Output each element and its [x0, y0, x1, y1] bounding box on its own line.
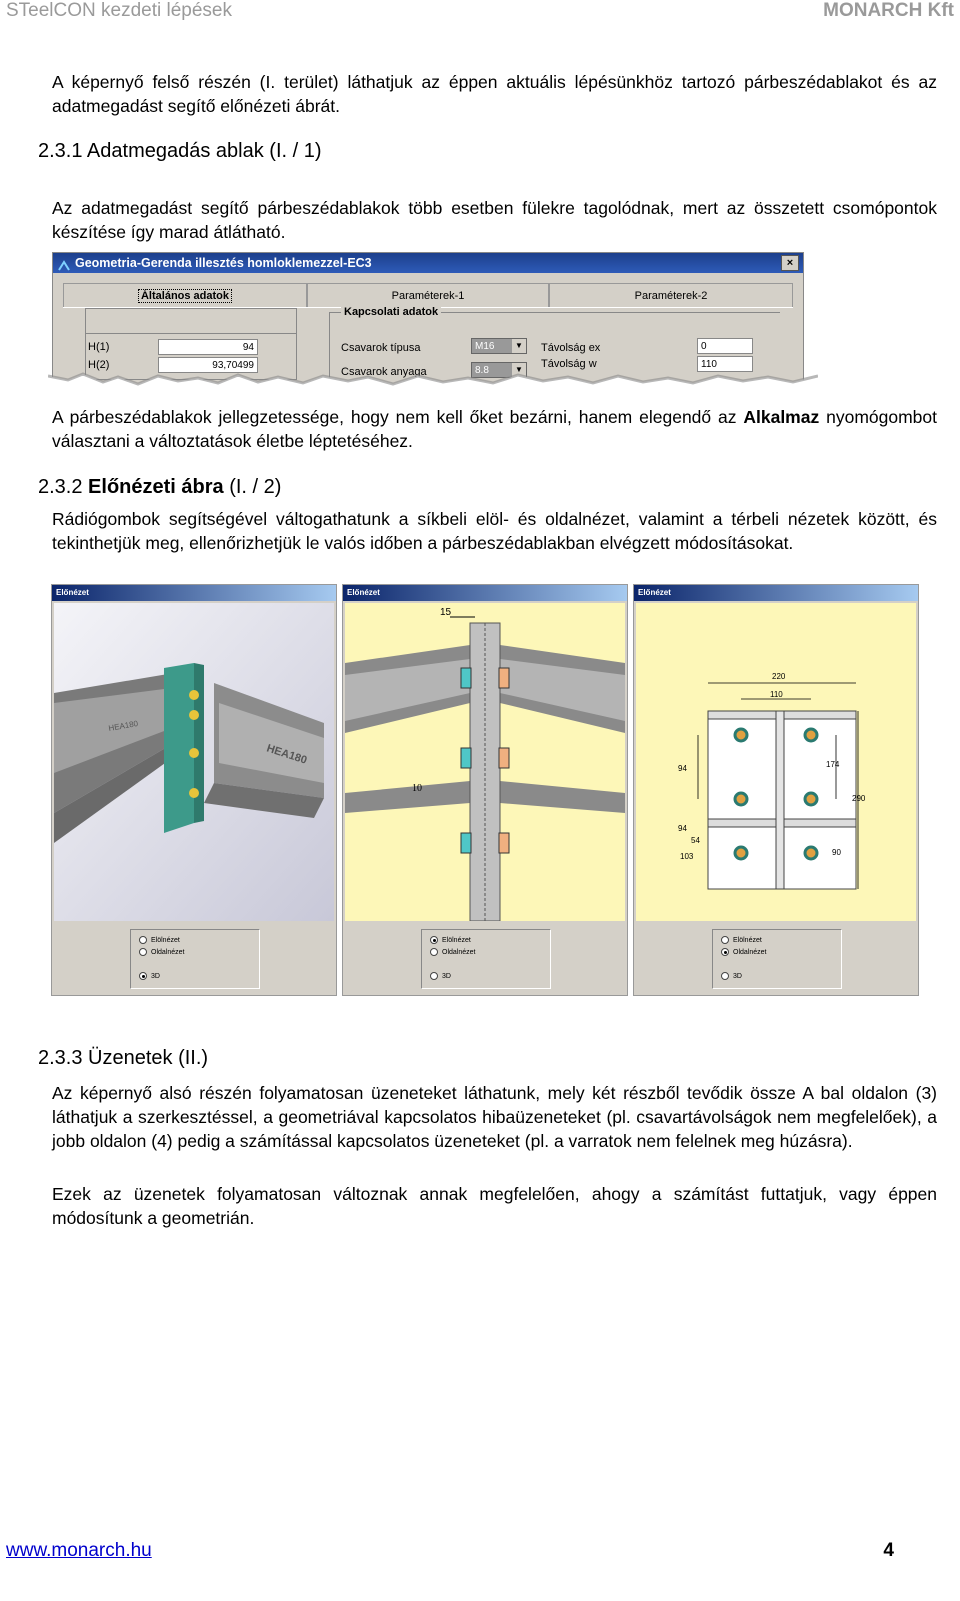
- preview-3d: [51, 584, 337, 996]
- heading-2-3-2-post: (I. / 2): [223, 476, 282, 498]
- chevron-down-icon: ▼: [512, 339, 526, 353]
- row-label-h1: H(1): [88, 341, 110, 353]
- bolt-type-value: M16: [475, 341, 495, 352]
- dist-ex-input[interactable]: 0: [697, 338, 753, 354]
- radio-3d-label: 3D: [151, 973, 160, 980]
- row-label-h2: H(2): [88, 359, 110, 371]
- dim-54: 54: [691, 836, 700, 845]
- preview-title: Előnézet: [634, 585, 918, 601]
- preview-side: [633, 584, 919, 996]
- heading-2-3-1: 2.3.1 Adatmegadás ablak (I. / 1): [38, 140, 322, 162]
- radio-3d[interactable]: [721, 972, 742, 982]
- preview-front: [342, 584, 628, 996]
- header-company: MONARCH Kft: [823, 0, 954, 21]
- radio-3d-label: 3D: [733, 973, 742, 980]
- intro-paragraph: A képernyő felső részén (I. terület) láthatjuk az éppen aktuális lépésünkhöz tartozó párbeszédablakot és az adatmegadást segítő előnézeti ábrát.: [52, 72, 937, 116]
- radio-side[interactable]: [430, 948, 475, 958]
- dim-174: 174: [826, 760, 840, 769]
- radio-front-label: Elölnézet: [151, 937, 180, 944]
- dim-220: 220: [772, 672, 786, 681]
- bolt-type-select[interactable]: [471, 338, 527, 354]
- dist-ex-label: Távolság ex: [541, 342, 601, 354]
- heading-2-3-3: 2.3.3 Üzenetek (II.): [38, 1047, 209, 1069]
- dist-w-input[interactable]: 110: [697, 356, 753, 372]
- dialog-title: Geometria-Gerenda illesztés homloklemezzel-EC3: [75, 256, 372, 270]
- bolt-type-label: Csavarok típusa: [341, 342, 421, 354]
- tab-general[interactable]: [63, 283, 307, 308]
- beam-label-right: HEA180: [265, 742, 309, 767]
- dialog-app-icon: [58, 257, 70, 268]
- radio-front[interactable]: [721, 936, 762, 946]
- page-number: 4: [883, 1540, 894, 1561]
- s233-paragraph-2: Ezek az üzenetek folyamatosan változnak annak megfelelően, ahogy a számítást futtatjuk, vagy éppen módosítunk a geometrián.: [52, 1184, 937, 1228]
- dim-110: 110: [770, 690, 783, 699]
- s233-paragraph-1: Az képernyő alsó részén folyamatosan üzeneteket láthatunk, mely két részből tevődik össze A bal oldalon (3) láthatjuk a szerkesztéssel, a geometriával kapcsolatos hibaüzeneteket (pl. csavartávolságok nem megfelelőek), a jobb oldalon (4) pedig a számítással kapcsolatos üzeneteket (pl. a varratok nem felelnek meg húzásra).: [52, 1083, 937, 1151]
- radio-front-label: Elölnézet: [733, 937, 762, 944]
- after-dialog-post: nyomógombot választani a változtatások életbe léptetéséhez.: [52, 407, 937, 451]
- view-radio-group: [421, 929, 551, 989]
- bolt-material-value: 8.8: [475, 365, 489, 376]
- view-radio-group: [712, 929, 842, 989]
- dim-94-bottom: 94: [678, 824, 687, 833]
- footer-website-link[interactable]: www.monarch.hu: [6, 1540, 152, 1561]
- dialog-screenshot: [52, 252, 804, 386]
- preview-3d-canvas: [54, 603, 334, 921]
- radio-side[interactable]: [721, 948, 766, 958]
- radio-side-label: Oldalnézet: [151, 949, 185, 956]
- tab-general-label: Általános adatok: [138, 289, 232, 303]
- dim-103: 103: [680, 852, 694, 861]
- bolt-material-label: Csavarok anyaga: [341, 366, 427, 378]
- tab-params-1[interactable]: Paraméterek-1: [307, 283, 549, 308]
- heading-2-3-2-num: 2.3.2: [38, 476, 89, 498]
- s232-paragraph: Rádiógombok segítségével váltogathatunk a síkbeli elöl- és oldalnézet, valamint a térbeli nézetek között, és tekinthetjük meg, ellenőrizhetjük le valós időben a párbeszédablakban elvégzett módosításokat.: [52, 509, 937, 553]
- radio-3d[interactable]: [430, 972, 451, 982]
- after-dialog-pre: A párbeszédablakok jellegzetessége, hogy nem kell őket bezárni, hanem elegendő az: [52, 407, 744, 427]
- dim-90: 90: [832, 848, 841, 857]
- dim-weld: 10: [412, 783, 422, 794]
- radio-side-label: Oldalnézet: [442, 949, 476, 956]
- preview-title: Előnézet: [52, 585, 336, 601]
- heading-2-3-2-bold: Előnézeti ábra: [88, 476, 224, 498]
- dim-plate-thickness: 15: [440, 607, 452, 618]
- tab-params-2[interactable]: Paraméterek-2: [549, 283, 793, 308]
- beam-label-left: HEA180: [107, 718, 139, 733]
- torn-edge: [48, 368, 818, 394]
- row-value-h1[interactable]: 94: [158, 339, 258, 355]
- radio-front-label: Elölnézet: [442, 937, 471, 944]
- radio-3d[interactable]: [139, 972, 160, 982]
- radio-side[interactable]: [139, 948, 184, 958]
- connection-group-label: Kapcsolati adatok: [341, 306, 441, 318]
- dim-290: 290: [852, 794, 866, 803]
- heading-2-3-2: [38, 474, 281, 500]
- radio-3d-label: 3D: [442, 973, 451, 980]
- preview-front-canvas: [345, 603, 625, 921]
- header-doc-title: STeelCON kezdeti lépések: [6, 0, 232, 21]
- row-value-h2[interactable]: 93,70499: [158, 357, 258, 373]
- dialog-title-bar: [53, 253, 803, 273]
- preview-title: Előnézet: [343, 585, 627, 601]
- dim-94-top: 94: [678, 764, 687, 773]
- radio-front[interactable]: [430, 936, 471, 946]
- dist-w-label: Távolság w: [541, 358, 597, 370]
- after-dialog-paragraph: [52, 405, 937, 453]
- close-icon[interactable]: ×: [781, 255, 799, 271]
- apply-button-name: Alkalmaz: [743, 407, 820, 427]
- view-radio-group: [130, 929, 260, 989]
- chevron-down-icon: ▼: [512, 363, 526, 377]
- s231-paragraph: Az adatmegadást segítő párbeszédablakok több esetben fülekre tagolódnak, mert az összetett csomópontok készítése így marad átlátható.: [52, 198, 937, 242]
- grid-header: [86, 319, 296, 334]
- radio-front[interactable]: [139, 936, 180, 946]
- preview-side-canvas: [636, 603, 916, 921]
- radio-side-label: Oldalnézet: [733, 949, 767, 956]
